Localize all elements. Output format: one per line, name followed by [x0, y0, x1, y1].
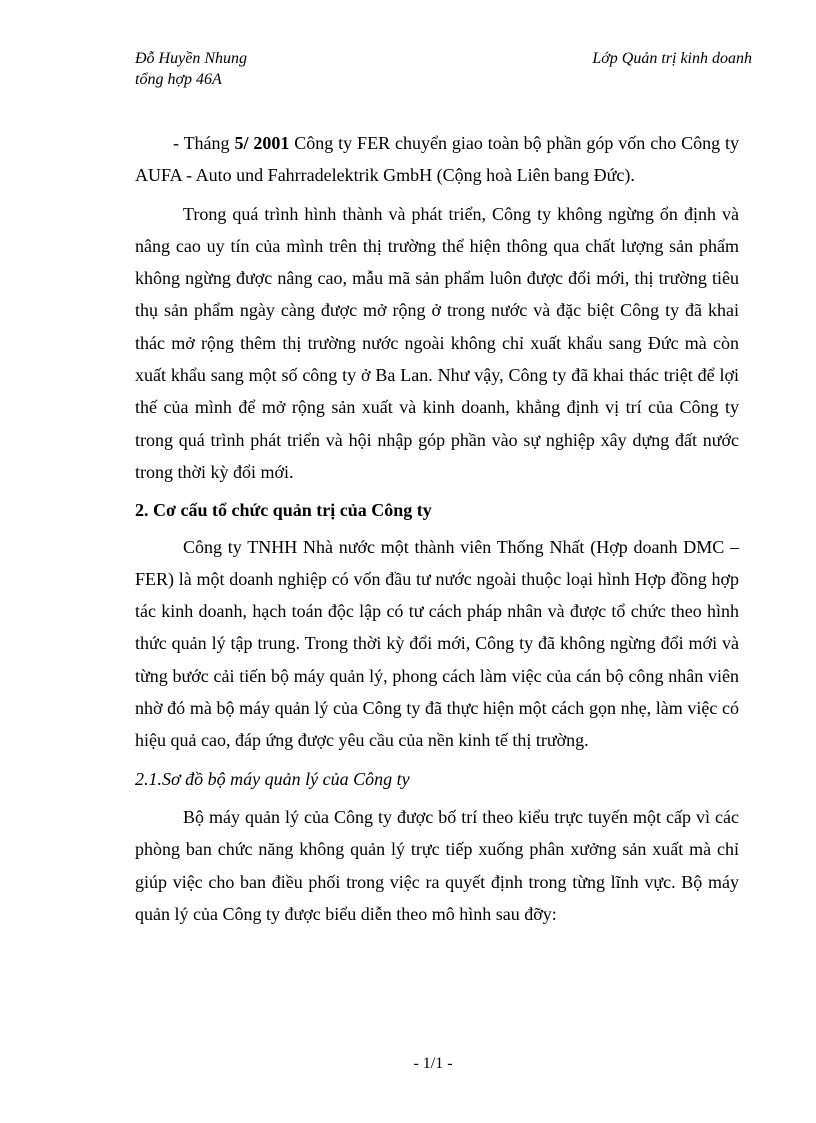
page-header-class: Lớp Quản trị kinh doanh	[592, 50, 752, 67]
author-class: tổng hợp 46A	[135, 71, 222, 88]
document-body	[135, 127, 739, 936]
paragraph-management-model: Bộ máy quản lý của Công ty được bố trí theo kiểu trực tuyến một cấp vì các phòng ban chức năng không quản lý trực tiếp xuống phân xưởng sản xuất mà chỉ giúp việc cho ban điều phối trong việc ra quyết định trong từng lĩnh vực. Bộ máy quản lý của Công ty được biểu diễn theo mô hình sau đỡy:	[135, 806, 739, 924]
page-header-author	[135, 48, 247, 90]
section-heading: 2. Cơ cấu tổ chức quản trị của Công ty	[135, 500, 432, 521]
paragraph-company-structure: Công ty TNHH Nhà nước một thành viên Thống Nhất (Hợp doanh DMC – FER) là một doanh nghiệp có vốn đầu tư nước ngoài thuộc loại hình Hợp đồng hợp tác kinh doanh, hạch toán độc lập có tư cách pháp nhân và được tổ chức theo hình thức quản lý tập trung. Trong thời kỳ đổi mới, Công ty đã không ngừng đổi mới và từng bước cải tiến bộ máy quản lý, phong cách làm việc của cán bộ công nhân viên nhờ đó mà bộ máy quản lý của Công ty đã thực hiện một cách gọn nhẹ, làm việc có hiệu quả cao, đáp ứng được yêu cầu của nền kinh tế thị trường.	[135, 536, 739, 751]
page-number: - 1/1 -	[413, 1055, 453, 1072]
paragraph-development: Trong quá trình hình thành và phát triển, Công ty không ngừng ổn định và nâng cao uy tín của mình trên thị trường thể hiện thông qua chất lượng sản phẩm không ngừng được nâng cao, mẫu mã sản phẩm luôn được đổi mới, thị trường tiêu thụ sản phẩm ngày càng được mở rộng ở trong nước và đặc biệt Công ty đã khai thác mở rộng thêm thị trường nước ngoài không chỉ xuất khẩu sang Đức mà còn xuất khẩu sang một số công ty ở Ba Lan. Như vậy, Công ty đã khai thác triệt để lợi thế của mình để mở rộng sản xuất và kinh doanh, khẳng định vị trí của Công ty trong quá trình phát triển và hội nhập góp phần vào sự nghiệp xây dựng đất nước trong thời kỳ đổi mới.	[135, 203, 739, 482]
subsection-heading: 2.1.Sơ đồ bộ máy quản lý của Công ty	[135, 768, 410, 789]
paragraph-transfer-date: 5/ 2001	[234, 133, 290, 153]
paragraph-transfer	[135, 127, 739, 192]
author-name: Đỗ Huyền Nhung	[135, 50, 247, 67]
paragraph-transfer-rest: Công ty FER chuyển giao toàn bộ phần góp vốn cho Công ty AUFA - Auto und Fahrradelektrik GmbH (Cộng hoà Liên bang Đức).	[135, 133, 739, 186]
paragraph-transfer-prefix: - Tháng	[173, 133, 235, 153]
